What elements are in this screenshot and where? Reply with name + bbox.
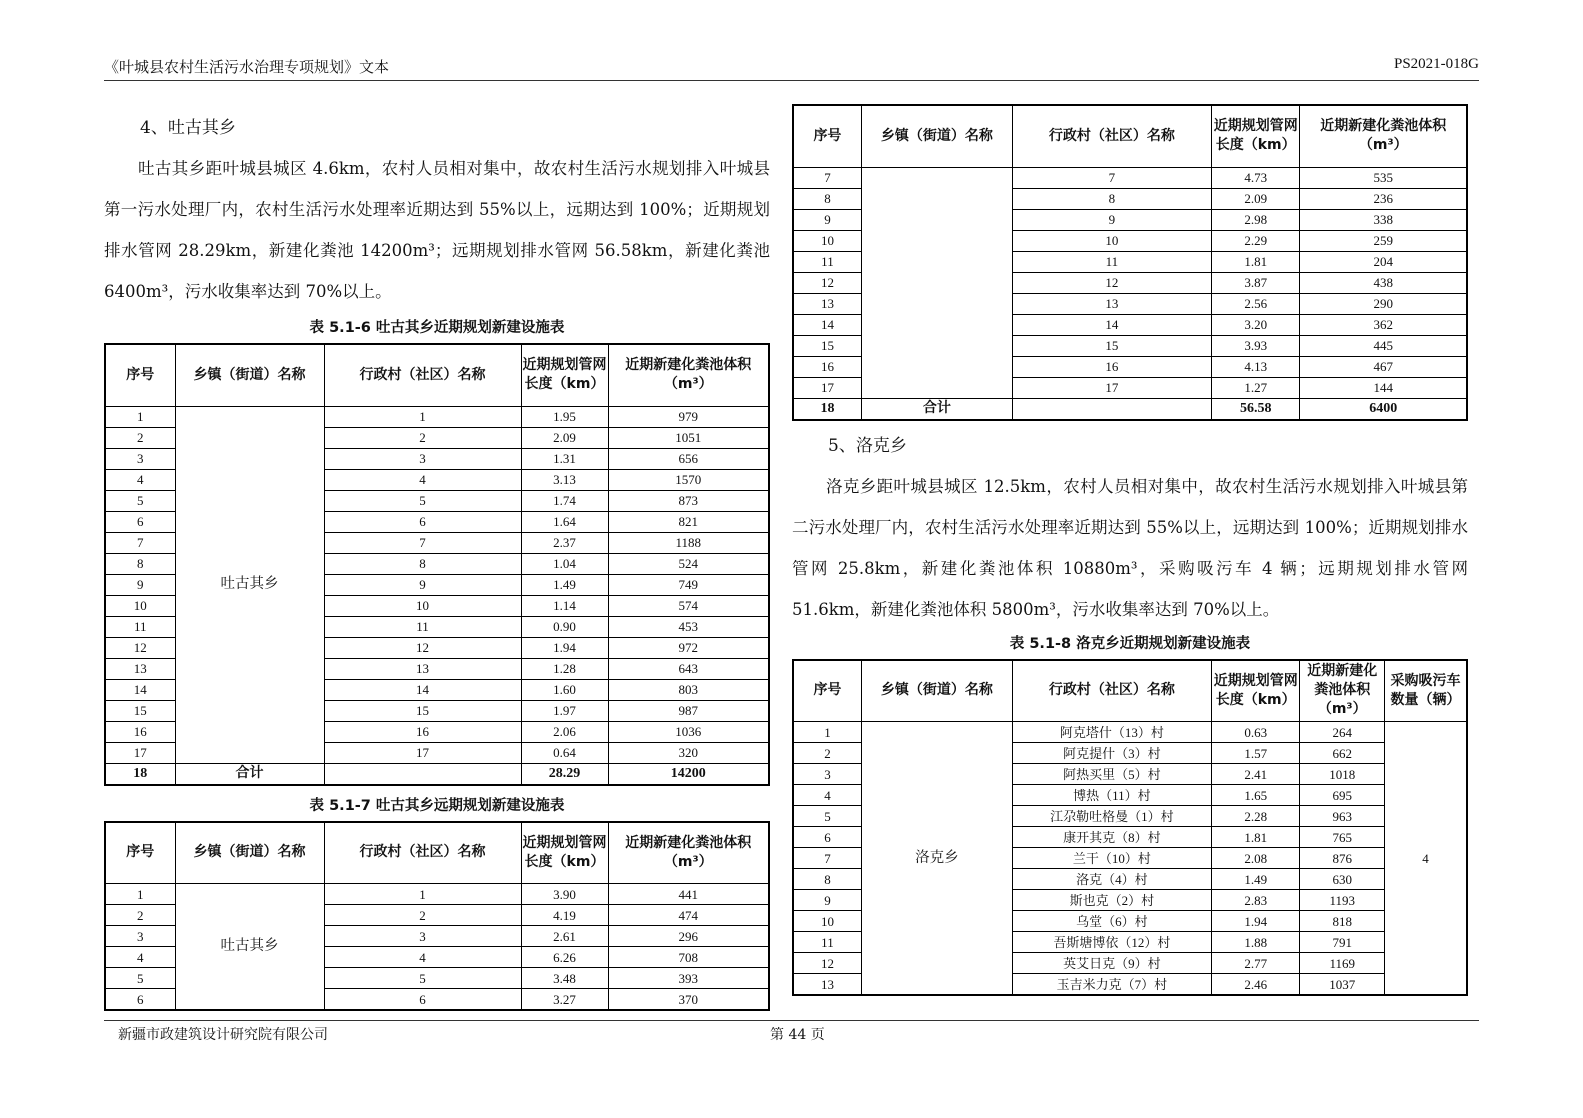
pipe-length-cell: 2.46 — [1211, 974, 1300, 996]
col-header-pipe: 近期规划管网长度（km） — [1211, 105, 1300, 167]
village-name-cell: 4 — [324, 469, 521, 490]
pipe-length-cell: 1.49 — [1211, 869, 1300, 890]
row-number: 14 — [793, 314, 861, 335]
pipe-length-cell: 1.81 — [1211, 251, 1300, 272]
row-number: 8 — [793, 188, 861, 209]
tank-volume-cell: 656 — [608, 448, 769, 469]
row-number: 10 — [793, 230, 861, 251]
row-number: 1 — [105, 884, 175, 905]
tank-volume-cell: 259 — [1300, 230, 1467, 251]
pipe-length-cell: 0.63 — [1211, 722, 1300, 743]
village-name-cell: 5 — [324, 968, 521, 989]
pipe-length-cell: 2.06 — [521, 721, 608, 742]
row-number: 16 — [793, 356, 861, 377]
col-header-tank: 近期新建化粪池体积（m³） — [1300, 660, 1385, 722]
row-number: 9 — [105, 574, 175, 595]
pipe-length-cell: 2.56 — [1211, 293, 1300, 314]
tank-volume-cell: 1051 — [608, 427, 769, 448]
tank-volume-cell: 320 — [608, 742, 769, 763]
header-rule — [104, 80, 1479, 81]
tank-volume-cell: 979 — [608, 406, 769, 427]
village-name-cell: 洛克（4）村 — [1012, 869, 1211, 890]
tank-volume-cell: 1193 — [1300, 890, 1385, 911]
row-number: 12 — [793, 272, 861, 293]
village-name-cell: 3 — [324, 448, 521, 469]
total-row — [105, 763, 769, 785]
tank-volume-cell: 362 — [1300, 314, 1467, 335]
pipe-length-cell: 0.90 — [521, 616, 608, 637]
row-number: 13 — [793, 293, 861, 314]
village-name-cell: 10 — [324, 595, 521, 616]
row-number: 6 — [105, 989, 175, 1011]
row-number: 12 — [793, 953, 861, 974]
pipe-length-cell: 2.83 — [1211, 890, 1300, 911]
pipe-length-cell: 1.49 — [521, 574, 608, 595]
table-5-1-7-caption: 表 5.1-7 吐古其乡远期规划新建设施表 — [309, 797, 565, 814]
pipe-length-cell: 1.65 — [1211, 785, 1300, 806]
town-name-cell: 吐古其乡 — [175, 884, 324, 1011]
pipe-length-cell: 2.28 — [1211, 806, 1300, 827]
village-name-cell: 4 — [324, 947, 521, 968]
col-header-village: 行政村（社区）名称 — [324, 822, 521, 884]
total-label: 合计 — [861, 398, 1012, 420]
pipe-length-cell: 2.09 — [1211, 188, 1300, 209]
tank-volume-cell: 662 — [1300, 743, 1385, 764]
total-row-number: 18 — [793, 398, 861, 420]
tank-volume-cell: 1570 — [608, 469, 769, 490]
tank-volume-cell: 445 — [1300, 335, 1467, 356]
village-name-cell: 7 — [324, 532, 521, 553]
pipe-length-cell: 3.13 — [521, 469, 608, 490]
row-number: 8 — [793, 869, 861, 890]
header-title: 《叶城县农村生活污水治理专项规划》文本 — [104, 58, 390, 76]
tank-volume-cell: 765 — [1300, 827, 1385, 848]
total-village-empty — [1012, 398, 1211, 420]
row-number: 16 — [105, 721, 175, 742]
tank-volume-cell: 524 — [608, 553, 769, 574]
pipe-length-cell: 1.14 — [521, 595, 608, 616]
row-number: 13 — [793, 974, 861, 996]
pipe-length-cell: 1.74 — [521, 490, 608, 511]
total-pipe-length: 56.58 — [1211, 398, 1300, 420]
row-number: 7 — [793, 167, 861, 188]
tank-volume-cell: 296 — [608, 926, 769, 947]
pipe-length-cell: 2.61 — [521, 926, 608, 947]
tank-volume-cell: 438 — [1300, 272, 1467, 293]
col-header-no: 序号 — [105, 822, 175, 884]
row-number: 15 — [793, 335, 861, 356]
row-number: 3 — [793, 764, 861, 785]
tank-volume-cell: 1018 — [1300, 764, 1385, 785]
total-pipe-length: 28.29 — [521, 763, 608, 785]
pipe-length-cell: 1.64 — [521, 511, 608, 532]
pipe-length-cell: 0.64 — [521, 742, 608, 763]
village-name-cell: 玉吉米力克（7）村 — [1012, 974, 1211, 996]
pipe-length-cell: 3.20 — [1211, 314, 1300, 335]
tank-volume-cell: 1169 — [1300, 953, 1385, 974]
row-number: 9 — [793, 209, 861, 230]
row-number: 11 — [793, 251, 861, 272]
footer-rule — [104, 1020, 1479, 1021]
total-row-number: 18 — [105, 763, 175, 785]
tank-volume-cell: 474 — [608, 905, 769, 926]
right-column — [792, 104, 1468, 996]
tank-volume-cell: 695 — [1300, 785, 1385, 806]
village-name-cell: 11 — [324, 616, 521, 637]
tank-volume-cell: 963 — [1300, 806, 1385, 827]
pipe-length-cell: 2.29 — [1211, 230, 1300, 251]
table-5-1-6-caption: 表 5.1-6 吐古其乡近期规划新建设施表 — [309, 320, 565, 336]
pipe-length-cell: 1.94 — [521, 637, 608, 658]
col-header-village: 行政村（社区）名称 — [324, 344, 521, 406]
row-number: 14 — [105, 679, 175, 700]
pipe-length-cell: 1.04 — [521, 553, 608, 574]
tank-volume-cell: 876 — [1300, 848, 1385, 869]
col-header-village: 行政村（社区）名称 — [1012, 660, 1211, 722]
row-number: 9 — [793, 890, 861, 911]
total-tank-volume: 6400 — [1300, 398, 1467, 420]
village-name-cell: 16 — [324, 721, 521, 742]
row-number: 3 — [105, 926, 175, 947]
village-name-cell: 5 — [324, 490, 521, 511]
village-name-cell: 3 — [324, 926, 521, 947]
row-number: 4 — [105, 469, 175, 490]
pipe-length-cell: 2.77 — [1211, 953, 1300, 974]
pipe-length-cell: 3.90 — [521, 884, 608, 905]
village-name-cell: 14 — [324, 679, 521, 700]
row-number: 2 — [105, 427, 175, 448]
row-number: 5 — [105, 968, 175, 989]
tank-volume-cell: 535 — [1300, 167, 1467, 188]
row-number: 1 — [793, 722, 861, 743]
village-name-cell: 12 — [1012, 272, 1211, 293]
tank-volume-cell: 818 — [1300, 911, 1385, 932]
tank-volume-cell: 1188 — [608, 532, 769, 553]
col-header-no: 序号 — [793, 105, 861, 167]
section-5-heading: 5、洛克乡 — [828, 435, 907, 456]
row-number: 4 — [793, 785, 861, 806]
table-5-1-7-part-1-body — [105, 884, 769, 1011]
col-header-tank: 近期新建化粪池体积（m³） — [608, 344, 769, 406]
tank-volume-cell: 873 — [608, 490, 769, 511]
section-5-paragraph: 洛克乡距叶城县城区 12.5km，农村人员相对集中，故农村生活污水规划排入叶城县第二污水处理厂内，农村生活污水处理率近期达到 55%以上，远期达到 100%；近期规划排水管网 25.8km，新建化粪池体积 10880m³，采购吸污车 4 辆；远期规划排水管网 51.6km，新建化粪池体积 5800m³，污水收集率达到 70%以上。 — [792, 476, 1468, 619]
col-header-town: 乡镇（街道）名称 — [175, 344, 324, 406]
col-header-tank: 近期新建化粪池体积（m³） — [608, 822, 769, 884]
village-name-cell: 康开其克（8）村 — [1012, 827, 1211, 848]
col-header-pipe: 近期规划管网长度（km） — [1211, 660, 1300, 722]
village-name-cell: 15 — [1012, 335, 1211, 356]
row-number: 2 — [793, 743, 861, 764]
pipe-length-cell: 1.97 — [521, 700, 608, 721]
row-number: 13 — [105, 658, 175, 679]
col-header-pipe: 近期规划管网长度（km） — [521, 822, 608, 884]
pipe-length-cell: 1.27 — [1211, 377, 1300, 398]
tank-volume-cell: 441 — [608, 884, 769, 905]
row-number: 5 — [793, 806, 861, 827]
pipe-length-cell: 1.94 — [1211, 911, 1300, 932]
table-5-1-6 — [104, 343, 770, 786]
village-name-cell: 9 — [324, 574, 521, 595]
village-name-cell: 阿热买里（5）村 — [1012, 764, 1211, 785]
tank-volume-cell: 1037 — [1300, 974, 1385, 996]
tank-volume-cell: 204 — [1300, 251, 1467, 272]
row-number: 5 — [105, 490, 175, 511]
tank-volume-cell: 467 — [1300, 356, 1467, 377]
table-5-1-8 — [792, 659, 1468, 997]
col-header-no: 序号 — [105, 344, 175, 406]
col-header-pipe: 近期规划管网长度（km） — [521, 344, 608, 406]
pipe-length-cell: 2.09 — [521, 427, 608, 448]
row-number: 8 — [105, 553, 175, 574]
pipe-length-cell: 4.73 — [1211, 167, 1300, 188]
table-5-1-6-body — [105, 406, 769, 785]
village-name-cell: 2 — [324, 427, 521, 448]
row-number: 10 — [105, 595, 175, 616]
town-name-cell: 吐古其乡 — [175, 406, 324, 763]
row-number: 17 — [793, 377, 861, 398]
village-name-cell: 斯也克（2）村 — [1012, 890, 1211, 911]
pipe-length-cell: 3.93 — [1211, 335, 1300, 356]
village-name-cell: 7 — [1012, 167, 1211, 188]
village-name-cell: 15 — [324, 700, 521, 721]
village-name-cell: 1 — [324, 406, 521, 427]
village-name-cell: 1 — [324, 884, 521, 905]
village-name-cell: 12 — [324, 637, 521, 658]
pipe-length-cell: 1.31 — [521, 448, 608, 469]
table-5-1-7-part-2-body — [793, 167, 1467, 420]
row-number: 7 — [105, 532, 175, 553]
row-number: 2 — [105, 905, 175, 926]
col-header-town: 乡镇（街道）名称 — [861, 660, 1012, 722]
row-number: 6 — [793, 827, 861, 848]
tank-volume-cell: 264 — [1300, 722, 1385, 743]
pipe-length-cell: 1.60 — [521, 679, 608, 700]
section-4-heading: 4、吐古其乡 — [140, 118, 236, 138]
tank-volume-cell: 370 — [608, 989, 769, 1011]
row-number: 3 — [105, 448, 175, 469]
table-row — [793, 722, 1467, 743]
header-doc-code: PS2021-018G — [1393, 56, 1479, 72]
village-name-cell: 博热（11）村 — [1012, 785, 1211, 806]
village-name-cell: 17 — [1012, 377, 1211, 398]
town-name-cell: 洛克乡 — [861, 722, 1012, 996]
tank-volume-cell: 972 — [608, 637, 769, 658]
pipe-length-cell: 1.57 — [1211, 743, 1300, 764]
pipe-length-cell: 4.13 — [1211, 356, 1300, 377]
table-row — [793, 167, 1467, 188]
table-5-1-8-body — [793, 722, 1467, 996]
row-number: 11 — [793, 932, 861, 953]
row-number: 15 — [105, 700, 175, 721]
row-number: 11 — [105, 616, 175, 637]
pipe-length-cell: 2.41 — [1211, 764, 1300, 785]
row-number: 7 — [793, 848, 861, 869]
table-5-1-7-part-2 — [792, 104, 1468, 421]
tank-volume-cell: 749 — [608, 574, 769, 595]
village-name-cell: 阿克提什（3）村 — [1012, 743, 1211, 764]
tank-volume-cell: 821 — [608, 511, 769, 532]
row-number: 10 — [793, 911, 861, 932]
table-row — [105, 884, 769, 905]
col-header-village: 行政村（社区）名称 — [1012, 105, 1211, 167]
tank-volume-cell: 791 — [1300, 932, 1385, 953]
pipe-length-cell: 3.87 — [1211, 272, 1300, 293]
village-name-cell: 吾斯塘博依（12）村 — [1012, 932, 1211, 953]
truck-count-cell: 4 — [1384, 722, 1467, 996]
left-column — [104, 105, 770, 1011]
village-name-cell: 13 — [324, 658, 521, 679]
tank-volume-cell: 453 — [608, 616, 769, 637]
village-name-cell: 乌堂（6）村 — [1012, 911, 1211, 932]
table-5-1-8-caption: 表 5.1-8 洛克乡近期规划新建设施表 — [1009, 635, 1251, 652]
total-tank-volume: 14200 — [608, 763, 769, 785]
tank-volume-cell: 338 — [1300, 209, 1467, 230]
village-name-cell: 阿克塔什（13）村 — [1012, 722, 1211, 743]
village-name-cell: 英艾日克（9）村 — [1012, 953, 1211, 974]
village-name-cell: 8 — [324, 553, 521, 574]
tank-volume-cell: 643 — [608, 658, 769, 679]
row-number: 4 — [105, 947, 175, 968]
pipe-length-cell: 3.48 — [521, 968, 608, 989]
col-header-town: 乡镇（街道）名称 — [861, 105, 1012, 167]
tank-volume-cell: 708 — [608, 947, 769, 968]
village-name-cell: 兰干（10）村 — [1012, 848, 1211, 869]
tank-volume-cell: 236 — [1300, 188, 1467, 209]
village-name-cell: 6 — [324, 511, 521, 532]
village-name-cell: 16 — [1012, 356, 1211, 377]
pipe-length-cell: 1.81 — [1211, 827, 1300, 848]
village-name-cell: 11 — [1012, 251, 1211, 272]
tank-volume-cell: 987 — [608, 700, 769, 721]
col-header-truck: 采购吸污车数量（辆） — [1384, 660, 1467, 722]
row-number: 6 — [105, 511, 175, 532]
village-name-cell: 9 — [1012, 209, 1211, 230]
pipe-length-cell: 2.08 — [1211, 848, 1300, 869]
village-name-cell: 13 — [1012, 293, 1211, 314]
pipe-length-cell: 4.19 — [521, 905, 608, 926]
tank-volume-cell: 1036 — [608, 721, 769, 742]
village-name-cell: 2 — [324, 905, 521, 926]
footer-page-number: 第 44 页 — [770, 1027, 825, 1043]
tank-volume-cell: 803 — [608, 679, 769, 700]
pipe-length-cell: 2.98 — [1211, 209, 1300, 230]
village-name-cell: 江尕勒吐格曼（1）村 — [1012, 806, 1211, 827]
village-name-cell: 6 — [324, 989, 521, 1011]
pipe-length-cell: 3.27 — [521, 989, 608, 1011]
pipe-length-cell: 1.28 — [521, 658, 608, 679]
village-name-cell: 8 — [1012, 188, 1211, 209]
tank-volume-cell: 290 — [1300, 293, 1467, 314]
pipe-length-cell: 6.26 — [521, 947, 608, 968]
col-header-tank: 近期新建化粪池体积（m³） — [1300, 105, 1467, 167]
pipe-length-cell: 1.95 — [521, 406, 608, 427]
tank-volume-cell: 630 — [1300, 869, 1385, 890]
row-number: 17 — [105, 742, 175, 763]
row-number: 12 — [105, 637, 175, 658]
col-header-town: 乡镇（街道）名称 — [175, 822, 324, 884]
table-5-1-7-part-1 — [104, 821, 770, 1012]
pipe-length-cell: 1.88 — [1211, 932, 1300, 953]
total-label: 合计 — [175, 763, 324, 785]
tank-volume-cell: 144 — [1300, 377, 1467, 398]
pipe-length-cell: 2.37 — [521, 532, 608, 553]
village-name-cell: 17 — [324, 742, 521, 763]
village-name-cell: 10 — [1012, 230, 1211, 251]
table-row — [105, 406, 769, 427]
col-header-no: 序号 — [793, 660, 861, 722]
total-village-empty — [324, 763, 521, 785]
town-name-cell — [861, 167, 1012, 398]
row-number: 1 — [105, 406, 175, 427]
tank-volume-cell: 574 — [608, 595, 769, 616]
total-row — [793, 398, 1467, 420]
footer-company: 新疆市政建筑设计研究院有限公司 — [118, 1027, 328, 1043]
section-4-paragraph: 吐古其乡距叶城县城区 4.6km，农村人员相对集中，故农村生活污水规划排入叶城县第一污水处理厂内，农村生活污水处理率近期达到 55%以上，远期达到 100%；近期规划排水管网 28.29km，新建化粪池 14200m³；远期规划排水管网 56.58km，新建化粪池 6400m³，污水收集率达到 70%以上。 — [104, 159, 770, 301]
village-name-cell: 14 — [1012, 314, 1211, 335]
tank-volume-cell: 393 — [608, 968, 769, 989]
